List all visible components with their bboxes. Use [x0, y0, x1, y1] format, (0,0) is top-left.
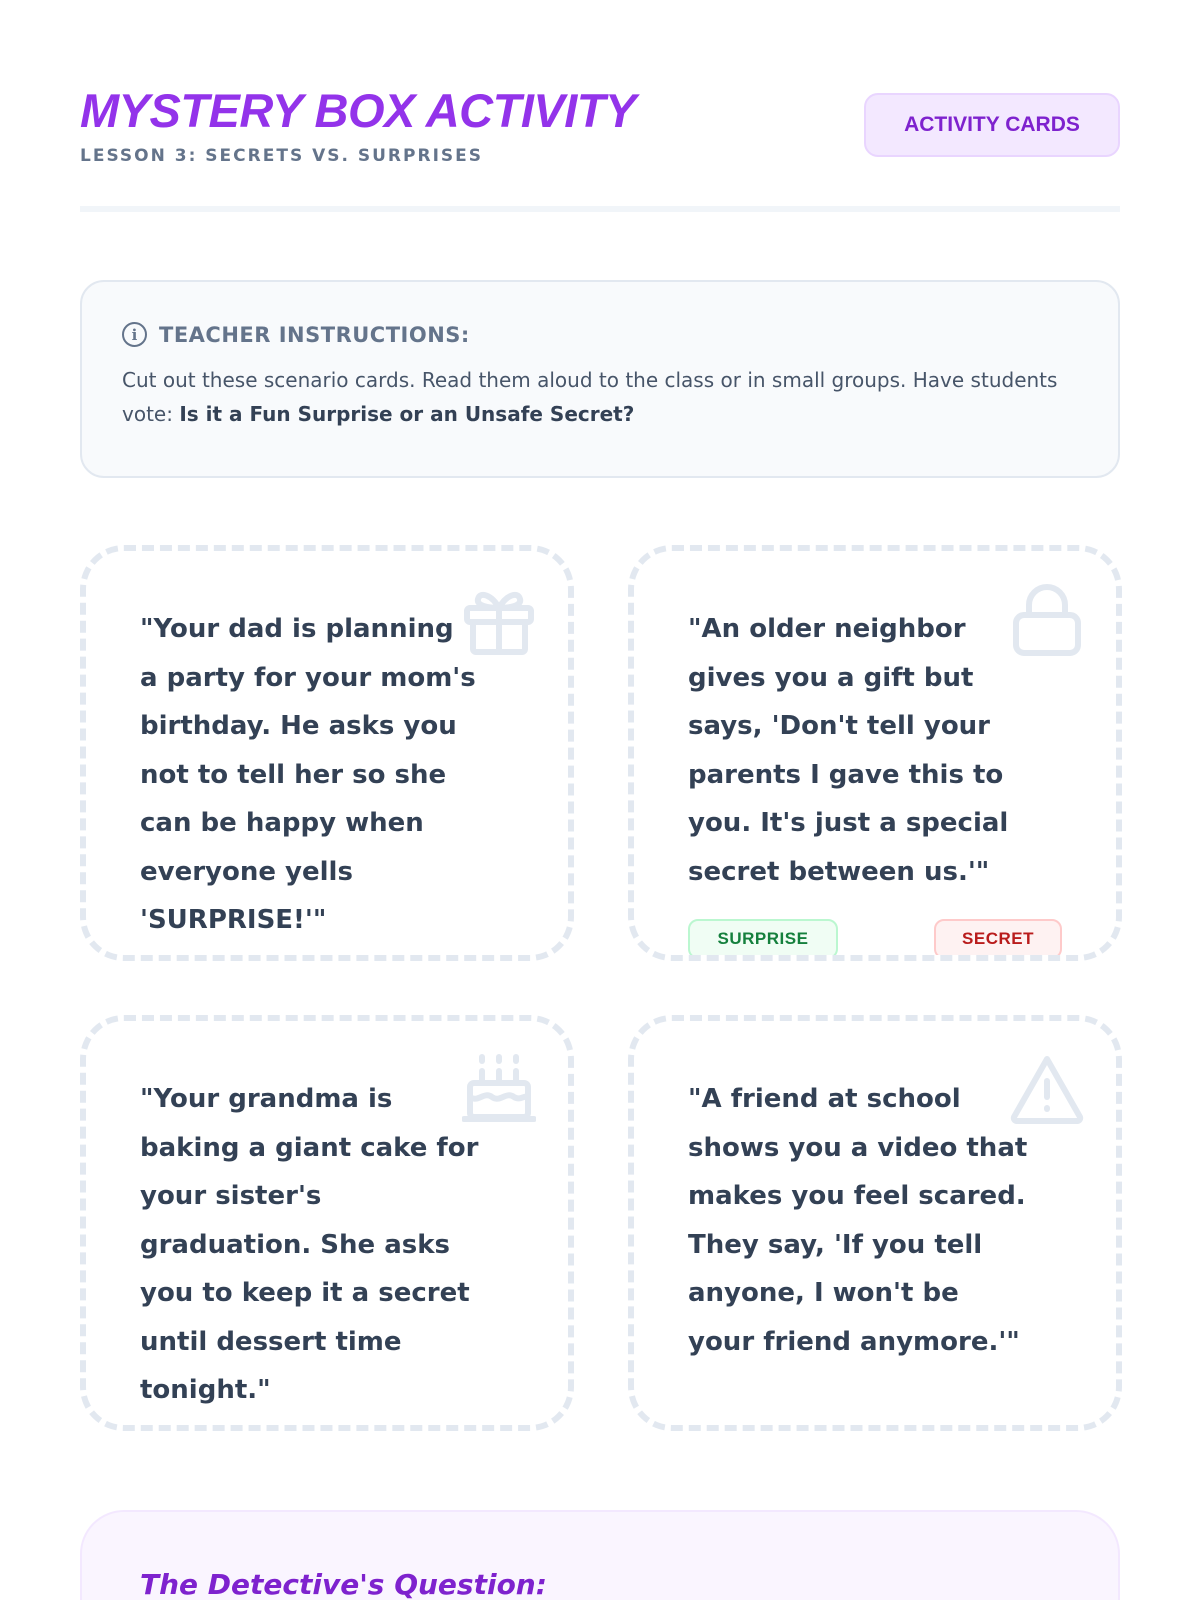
instructions-heading	[122, 322, 1078, 347]
activity-cards-badge[interactable]: ACTIVITY CARDS	[864, 93, 1120, 157]
warning-icon	[1010, 1053, 1084, 1127]
scenario-text: "A friend at school shows you a video that makes you feel scared. They say, 'If you tell anyone, I won't be your friend anymore.'"	[688, 1084, 1028, 1357]
teacher-instructions-panel	[80, 280, 1120, 478]
instructions-title: TEACHER INSTRUCTIONS:	[159, 322, 470, 347]
page-header	[80, 84, 1120, 214]
vote-surprise-button[interactable]: SURPRISE	[688, 919, 838, 959]
instructions-text	[122, 363, 1078, 431]
instructions-question: Is it a Fun Surprise or an Unsafe Secret?	[179, 402, 635, 426]
scenario-text: "An older neighbor gives you a gift but says, 'Don't tell your parents I gave this to you. It's just a special secret between us.'"	[688, 614, 1009, 887]
detective-question-title: The Detective's Question:	[140, 1568, 547, 1600]
scenario-card-2	[628, 545, 1122, 961]
header-divider	[80, 206, 1120, 212]
scenario-text: "Your grandma is baking a giant cake for your sister's graduation. She asks you to keep it a secret until dessert time tonight."	[140, 1084, 479, 1405]
scenario-card-1	[80, 545, 574, 961]
instructions-body: Cut out these scenario cards. Read them aloud to the class or in small groups. Have students vote:	[122, 368, 1058, 426]
scenario-card-3	[80, 1015, 574, 1431]
info-icon: i	[122, 322, 147, 347]
scenario-text: "Your dad is planning a party for your mom's birthday. He asks you not to tell her so she can be happy when everyone yells 'SURPRISE!'"	[140, 614, 476, 935]
page-title: MYSTERY BOX ACTIVITY	[80, 84, 636, 137]
vote-secret-button[interactable]: SECRET	[934, 919, 1062, 959]
detective-question-panel	[80, 1510, 1120, 1600]
page-subtitle: LESSON 3: SECRETS VS. SURPRISES	[80, 146, 483, 166]
lock-icon	[1010, 583, 1084, 657]
cake-icon	[462, 1053, 536, 1127]
scenario-card-4	[628, 1015, 1122, 1431]
gift-icon	[462, 583, 536, 657]
